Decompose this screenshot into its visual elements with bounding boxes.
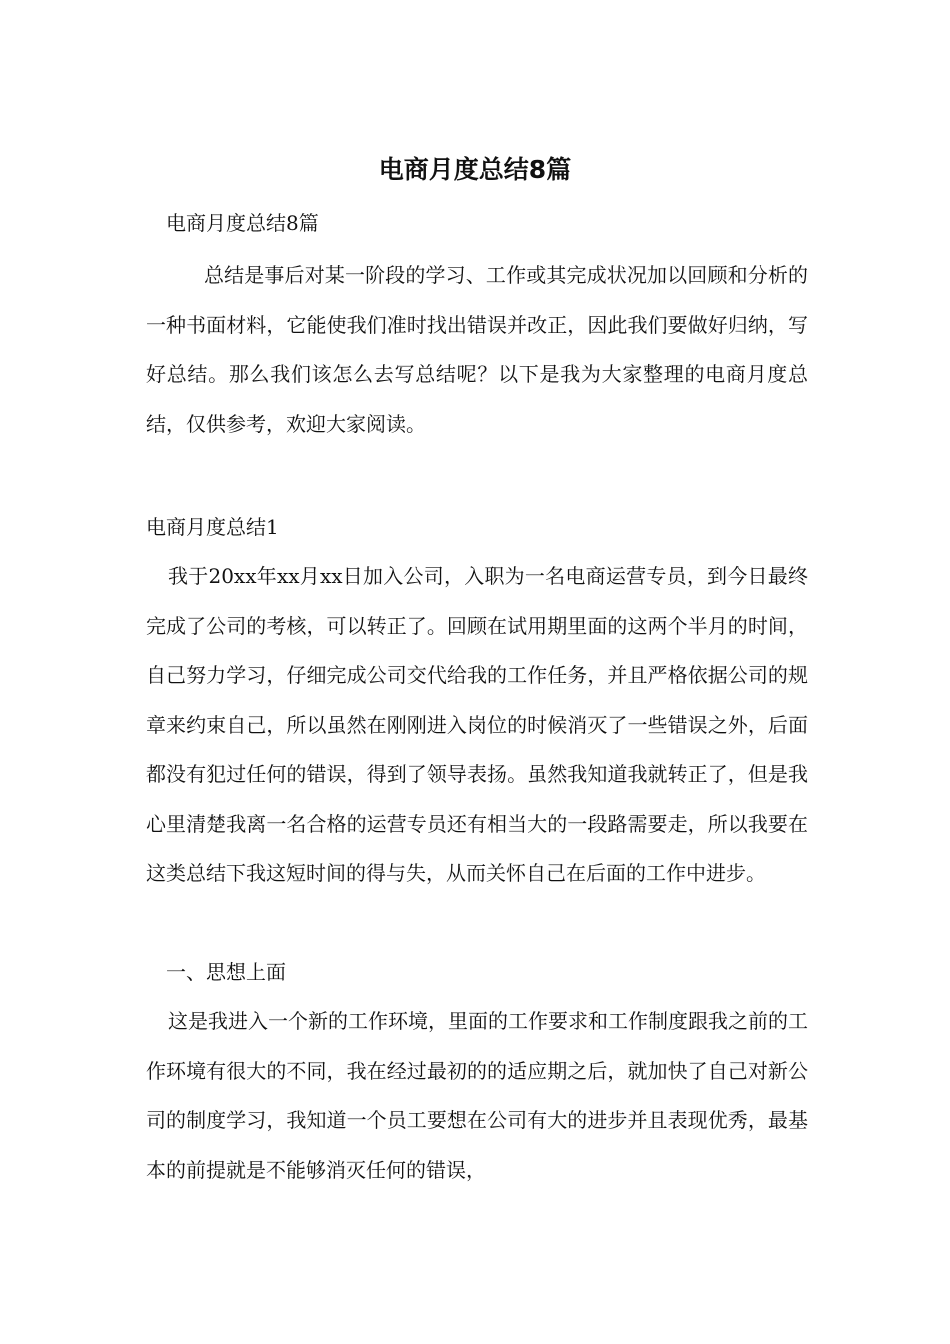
document-subtitle: 电商月度总结8篇 bbox=[166, 211, 319, 235]
subsection-heading: 一、思想上面 bbox=[166, 960, 286, 984]
document-title: 电商月度总结8篇 bbox=[378, 155, 572, 184]
section-heading: 电商月度总结1 bbox=[146, 515, 279, 539]
body-paragraph: 这是我进入一个新的工作环境，里面的工作要求和工作制度跟我之前的工作环境有很大的不同，我在经过最初的的适应期之后，就加快了自己对新公司的制度学习，我知道一个员工要想在公司有大的进步并且表现优秀，最基本的前提就是不能够消灭任何的错误， bbox=[146, 1009, 808, 1182]
intro-paragraph: 总结是事后对某一阶段的学习、工作或其完成状况加以回顾和分析的一种书面材料，它能使我们准时找出错误并改正，因此我们要做好归纳，写好总结。那么我们该怎么去写总结呢？以下是我为大家整理的电商月度总结，仅供参考，欢迎大家阅读。 bbox=[146, 263, 808, 436]
body-paragraph: 我于20xx年xx月xx日加入公司，入职为一名电商运营专员，到今日最终完成了公司的考核，可以转正了。回顾在试用期里面的这两个半月的时间，自己努力学习，仔细完成公司交代给我的工作任务，并且严格依据公司的规章来约束自己，所以虽然在刚刚进入岗位的时候消灭了一些错误之外，后面都没有犯过任何的错误，得到了领导表扬。虽然我知道我就转正了，但是我心里清楚我离一名合格的运营专员还有相当大的一段路需要走，所以我要在这类总结下我这短时间的得与失，从而关怀自己在后面的工作中进步。 bbox=[146, 564, 808, 885]
